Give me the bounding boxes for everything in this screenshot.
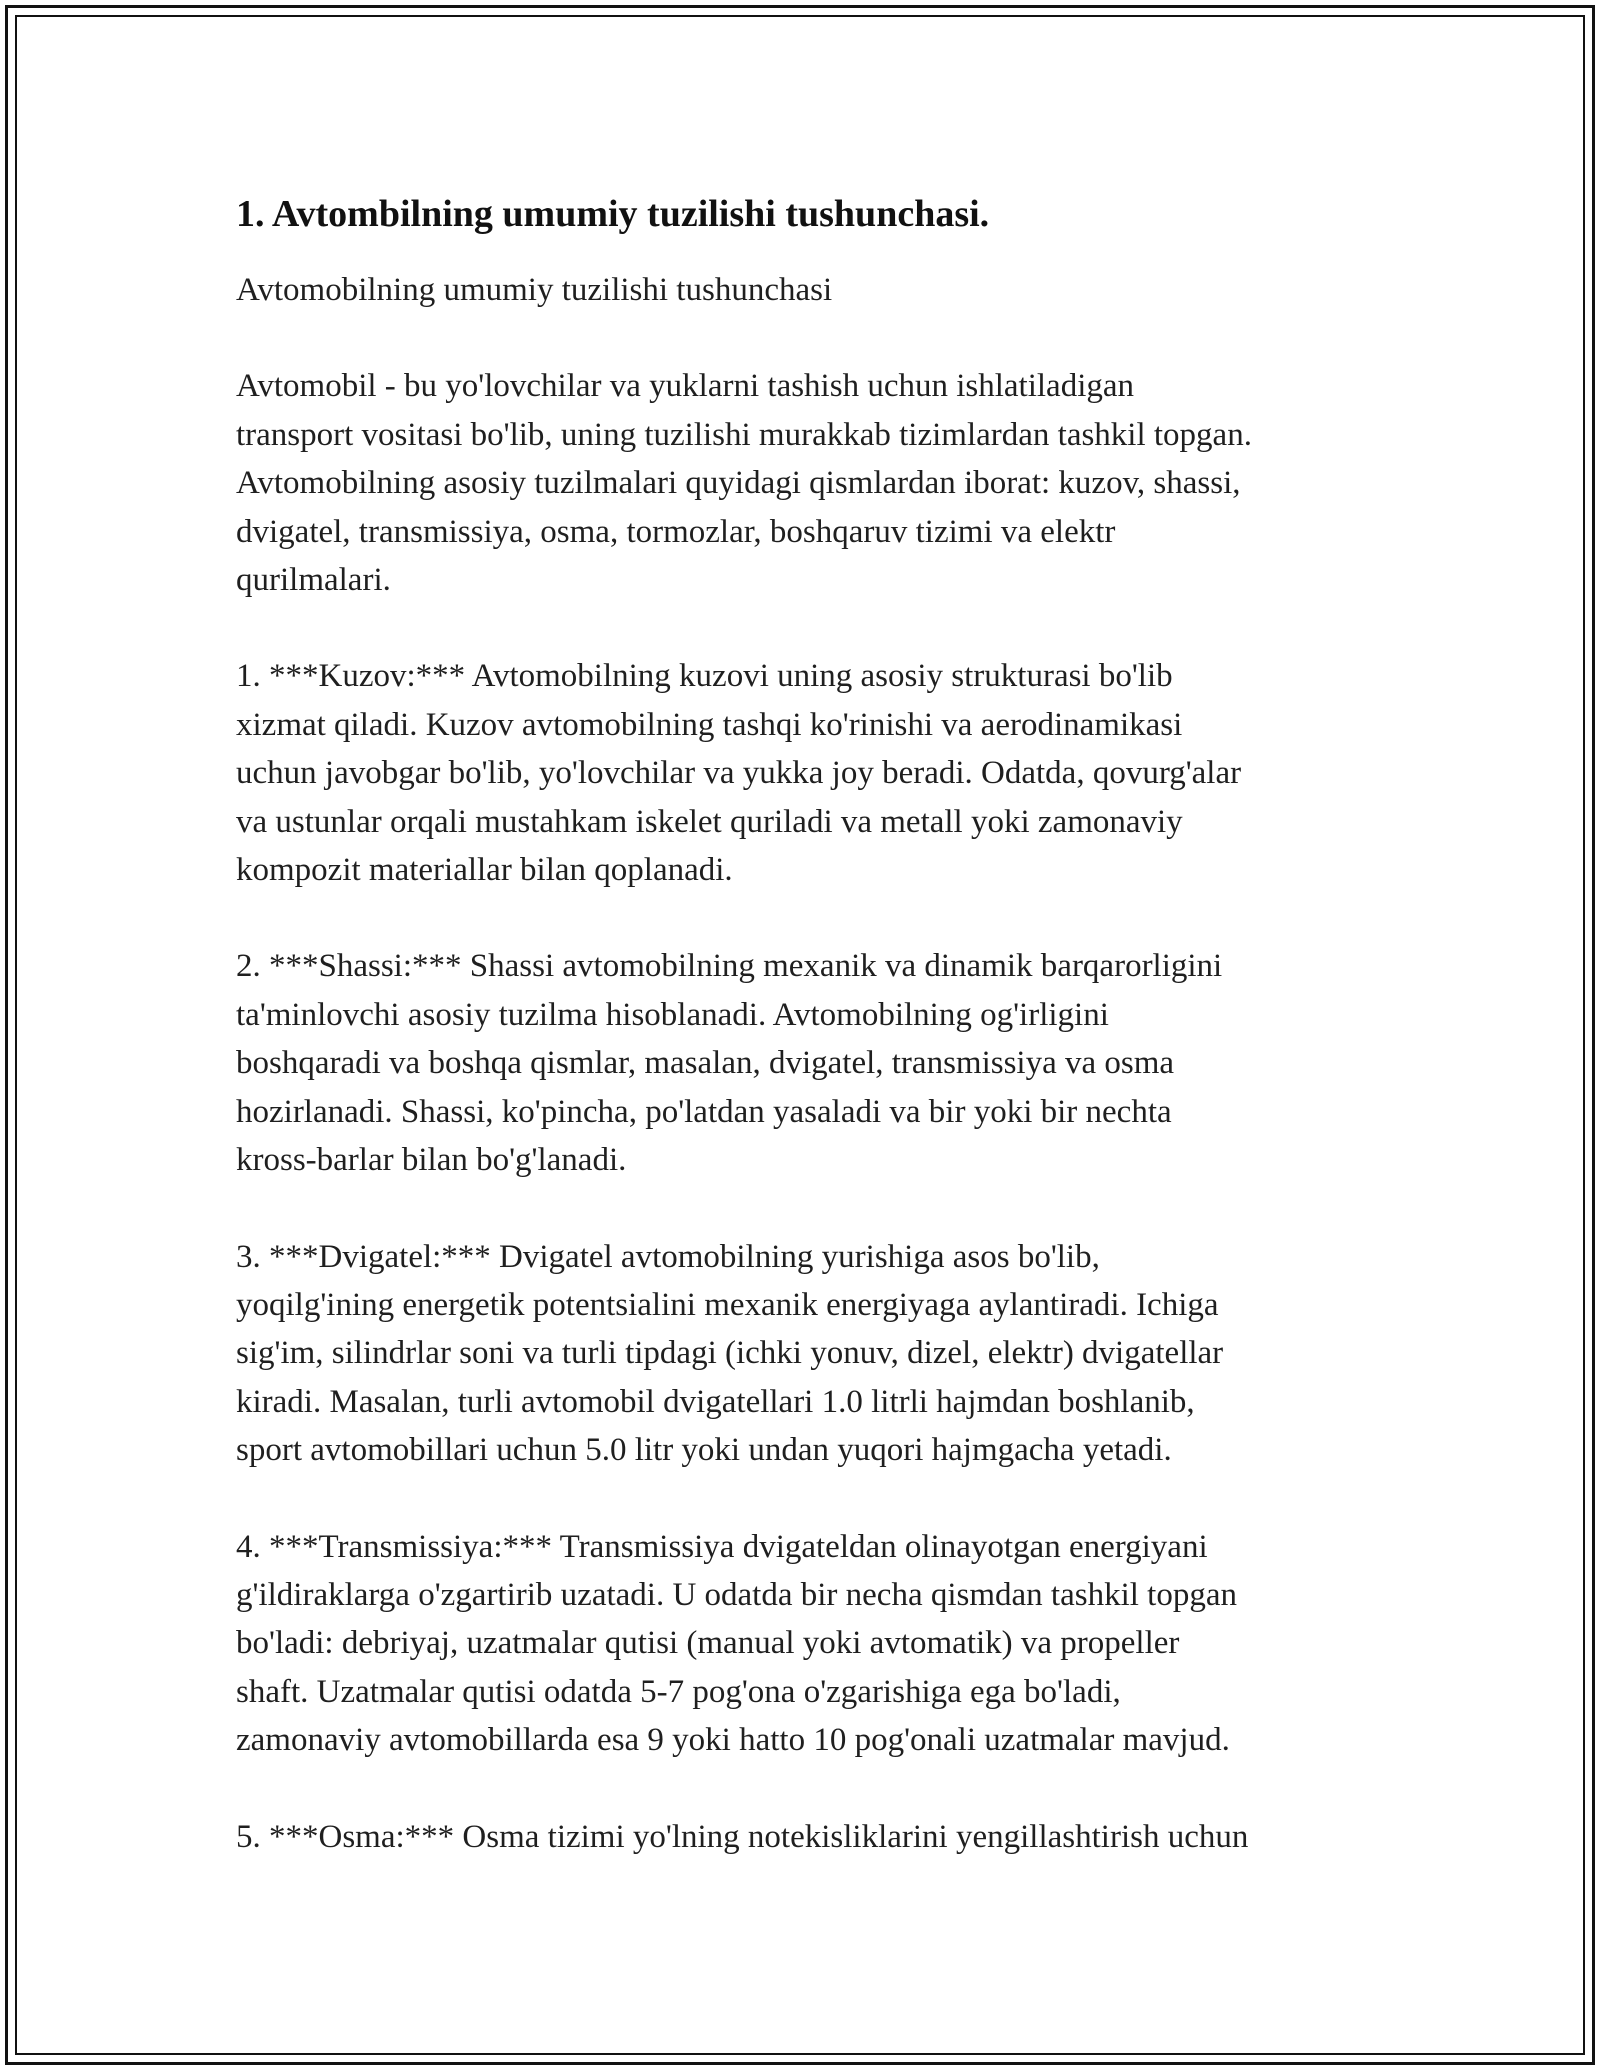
paragraph-intro: Avtomobil - bu yo'lovchilar va yuklarni tashish uchun ishlatiladigan transport vositasi bo'lib, uning tuzilishi murakkab tizimlardan tashkil topgan. Avtomobilning asosiy tuzilmalari quyidagi qismlardan iborat: kuzov, shassi, dvigatel, transmissiya, osma, tormozlar, boshqaruv tizimi va elektr qurilmalari.: [236, 368, 1252, 599]
paragraph-shassi: 2. ***Shassi:*** Shassi avtomobilning mexanik va dinamik barqarorligini ta'minlovchi asosiy tuzilma hisoblanadi. Avtomobilning og'irligini boshqaradi va boshqa qismlar, masalan, dvigatel, transmissiya va osma hozirlanadi. Shassi, ko'pincha, po'latdan yasaladi va bir yoki bir nechta kross-barlar bilan bo'g'lanadi.: [236, 948, 1223, 1179]
paragraph-kuzov: 1. ***Kuzov:*** Avtomobilning kuzovi uning asosiy strukturasi bo'lib xizmat qiladi. Kuzov avtomobilning tashqi ko'rinishi va aerodinamikasi uchun javobgar bo'lib, yo'lovchilar va yukka joy beradi. Odatda, qovurg'alar va ustunlar orqali mustahkam iskelet quriladi va metall yoki zamonaviy kompozit materiallar bilan qoplanadi.: [236, 658, 1242, 889]
paragraph-transmissiya: 4. ***Transmissiya:*** Transmissiya dvigateldan olinayotgan energiyani g'ildiraklarga o'zgartirib uzatadi. U odatda bir necha qismdan tashkil topgan bo'ladi: debriyaj, uzatmalar qutisi (manual yoki avtomatik) va propeller shaft. Uzatmalar qutisi odatda 5-7 pog'ona o'zgarishiga ega bo'ladi, zamonaviy avtomobillarda esa 9 yoki hatto 10 pog'onali uzatmalar mavjud.: [236, 1528, 1237, 1759]
paragraph-dvigatel: 3. ***Dvigatel:*** Dvigatel avtomobilning yurishiga asos bo'lib, yoqilg'ining energetik potentsialini mexanik energiyaga aylantiradi. Ichiga sig'im, silindrlar soni va turli tipdagi (ichki yonuv, dizel, elektr) dvigatellar kiradi. Masalan, turli avtomobil dvigatellari 1.0 litrli hajmdan boshlanib, sport avtomobillari uchun 5.0 litr yoki undan yuqori hajmgacha yetadi.: [236, 1238, 1224, 1469]
paragraph-osma: 5. ***Osma:*** Osma tizimi yo'lning notekisliklarini yengillashtirish uchun: [236, 1818, 1249, 1855]
document-subtitle: Avtomobilning umumiy tuzilishi tushunchasi: [236, 272, 833, 308]
document-body: [236, 188, 1386, 1861]
document-heading: 1. Avtombilning umumiy tuzilishi tushunchasi.: [236, 193, 990, 235]
